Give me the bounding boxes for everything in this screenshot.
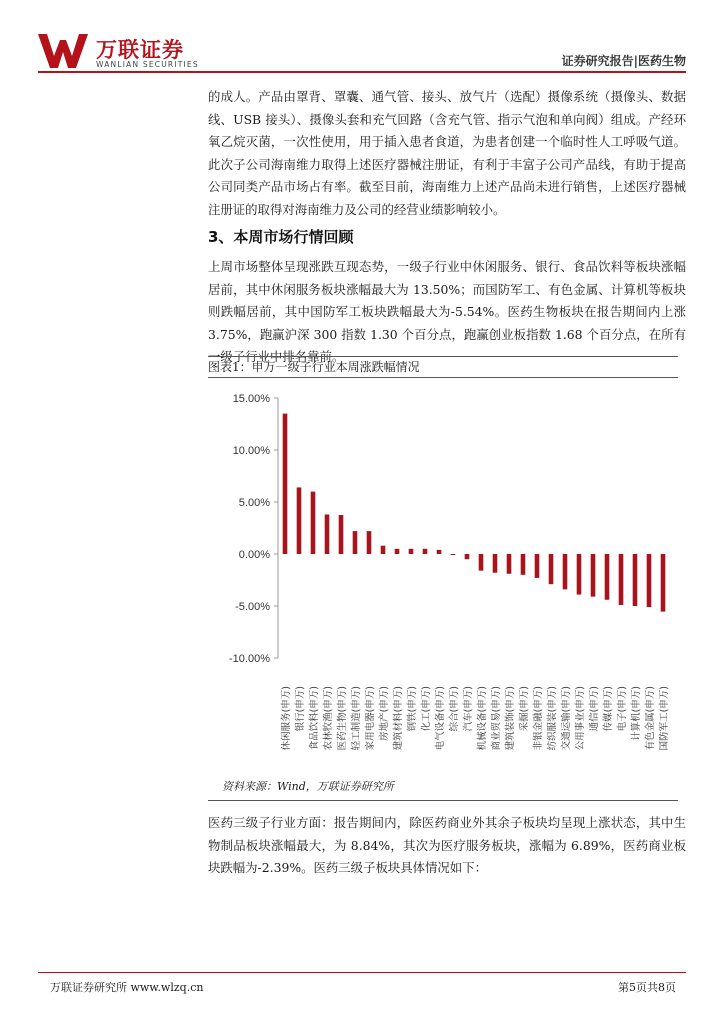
x-tick-label: 食品饮料(申万) <box>309 686 320 751</box>
x-tick-label: 计算机(申万) <box>631 686 642 741</box>
paragraph-market-review: 上周市场整体呈现涨跌互现态势，一级子行业中休闲服务、银行、食品饮料等板块涨幅居前，其中休闲服务板块涨幅最大为 13.50%；而国防军工、有色金属、计算机等板块则跌幅居前，其中国防军工板块跌幅最大为-5.54%。医药生物板块在报告期间内上涨 3.75%，跑赢沪深 300 指数 1.30 个百分点，跑赢创业板指数 1.68 个百分点，在所有一级子行业中排名靠前。 <box>208 259 686 365</box>
bar-11 <box>437 550 442 554</box>
y-tick-label: -10.00% <box>229 653 270 665</box>
bar-12 <box>451 554 456 555</box>
x-tick-label: 建筑装饰(申万) <box>505 686 516 751</box>
paragraph-product-description: 的成人。产品由罩背、罩囊、通气管、接头、放气片（选配）摄像系统（摄像头、数据线、USB 接头）、摄像头套和充气回路（含充气管、指示气泡和单向阀）组成。产经环氧乙烷灭菌，一次性使用，用于插入患者食道，为患者创建一个临时性人工呼吸气道。此次子公司海南维力取得上述医疗器械注册证，有利于丰富子公司产品线，有助于提高公司同类产品市场占有率。截至目前，海南维力上述产品尚未进行销售，上述医疗器械注册证的取得对海南维力及公司的经营业绩影响较小。 <box>208 89 686 217</box>
x-tick-label: 商业贸易(申万) <box>491 686 502 751</box>
bar-15 <box>493 554 498 573</box>
x-tick-label: 钢铁(申万) <box>407 686 418 732</box>
x-tick-label: 电气设备(申万) <box>435 686 446 751</box>
bar-4 <box>339 515 344 554</box>
x-tick-label: 医药生物(申万) <box>337 686 348 751</box>
x-tick-label: 非银金融(申万) <box>533 686 544 751</box>
bar-21 <box>577 554 582 595</box>
header-divider <box>38 71 686 73</box>
x-tick-label: 农林牧渔(申万) <box>323 686 334 751</box>
x-tick-label: 公用事业(申万) <box>575 686 586 751</box>
x-tick-label: 交通运输(申万) <box>561 686 572 751</box>
bar-20 <box>563 554 568 589</box>
figure-source: 资料来源：Wind，万联证券研究所 <box>222 780 394 793</box>
bar-9 <box>409 549 414 554</box>
x-tick-label: 纺织服装(申万) <box>547 686 558 751</box>
bar-6 <box>367 531 372 554</box>
bar-10 <box>423 549 428 554</box>
bar-25 <box>633 554 638 606</box>
bar-14 <box>479 554 484 571</box>
x-tick-label: 机械设备(申万) <box>477 686 488 751</box>
x-tick-label: 化工(申万) <box>421 686 432 732</box>
bar-5 <box>353 531 358 554</box>
logo-text-cn: 万联证券 <box>96 38 184 62</box>
bar-26 <box>647 554 652 607</box>
bar-7 <box>381 546 386 554</box>
y-tick-label: 5.00% <box>238 497 270 509</box>
page-number: 第5页共8页 <box>618 981 676 994</box>
bar-22 <box>591 554 596 597</box>
bar-17 <box>521 554 526 575</box>
bar-13 <box>465 554 470 559</box>
x-tick-label: 传媒(申万) <box>603 686 614 732</box>
bar-24 <box>619 554 624 605</box>
x-tick-label: 采掘(申万) <box>519 686 530 732</box>
footer-divider <box>38 972 686 973</box>
paragraph-sub-industry: 医药三级子行业方面：报告期间内，除医药商业外其余子板块均呈现上涨状态，其中生物制品板块涨幅最大，为 8.84%，其次为医疗服务板块，涨幅为 6.89%，医药商业板块跌幅为-2.39%。医药三级子板块具体情况如下： <box>208 815 686 876</box>
x-tick-label: 房地产(申万) <box>379 686 390 741</box>
y-tick-label: 0.00% <box>238 549 270 561</box>
figure-bottom-divider <box>208 800 678 801</box>
x-tick-label: 有色金属(申万) <box>645 686 656 751</box>
y-tick-label: 15.00% <box>232 393 270 405</box>
report-category: 证券研究报告|医药生物 <box>561 54 686 68</box>
bar-19 <box>549 554 554 584</box>
x-tick-label: 家用电器(申万) <box>365 686 376 751</box>
bar-18 <box>535 554 540 578</box>
footer-website: 万联证券研究所 www.wlzq.cn <box>50 981 204 994</box>
bar-8 <box>395 549 400 554</box>
logo-text-en: WANLIAN SECURITIES <box>96 60 199 69</box>
industry-change-bar-chart <box>208 378 678 770</box>
x-tick-label: 汽车(申万) <box>463 686 474 732</box>
x-tick-label: 通信(申万) <box>589 686 600 732</box>
bar-0 <box>283 414 288 554</box>
x-tick-label: 休闲服务(申万) <box>281 686 292 751</box>
x-tick-label: 电子(申万) <box>617 686 628 732</box>
bar-27 <box>661 554 666 612</box>
page-header <box>38 28 686 72</box>
bar-2 <box>311 492 316 554</box>
x-tick-label: 轻工制造(申万) <box>351 686 362 751</box>
figure-title: 图表1：申万一级子行业本周涨跌幅情况 <box>208 356 678 378</box>
bar-16 <box>507 554 512 574</box>
y-tick-label: -5.00% <box>235 601 270 613</box>
y-tick-label: 10.00% <box>232 445 270 457</box>
bar-1 <box>297 487 302 554</box>
x-tick-label: 建筑材料(申万) <box>393 686 404 751</box>
x-tick-label: 综合(申万) <box>449 686 460 732</box>
wanlian-logo-icon <box>38 34 88 68</box>
x-tick-label: 银行(申万) <box>295 686 306 732</box>
bar-3 <box>325 514 330 554</box>
bar-23 <box>605 554 610 600</box>
section-title: 3、本周市场行情回顾 <box>208 228 354 246</box>
x-tick-label: 国防军工(申万) <box>659 686 670 751</box>
